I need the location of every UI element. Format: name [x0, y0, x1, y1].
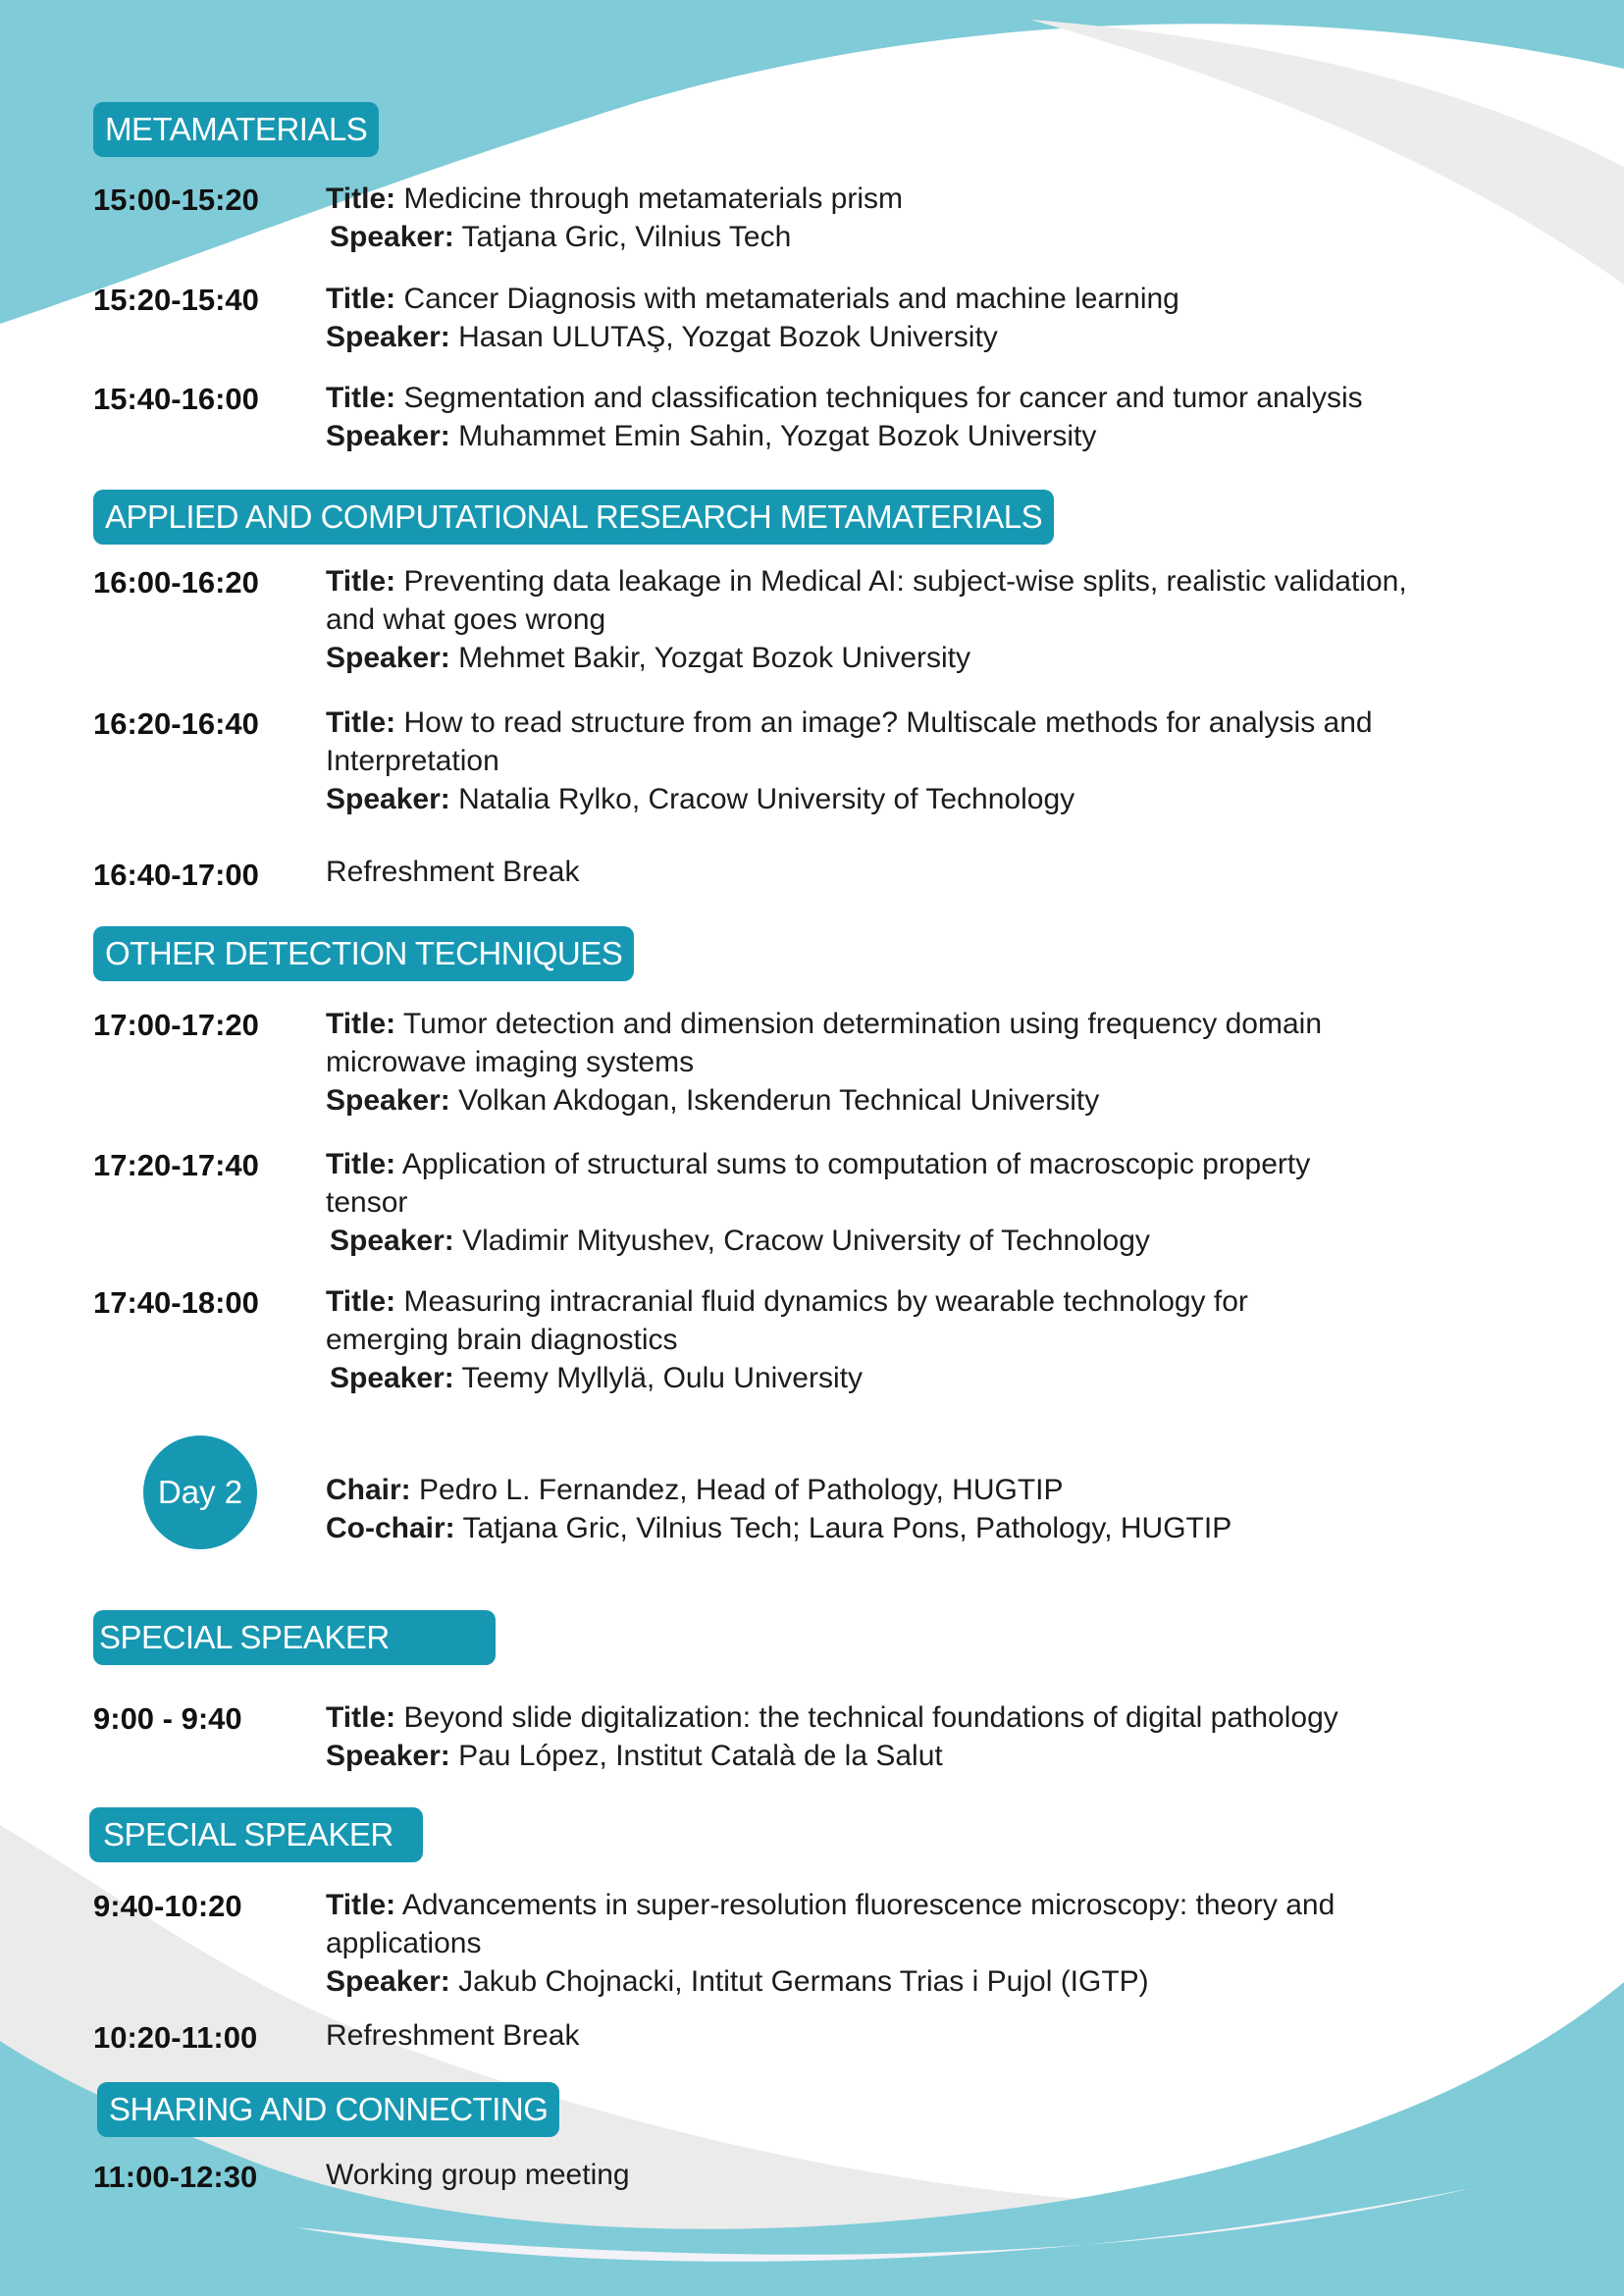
break-label: Refreshment Break — [326, 856, 580, 888]
session-entry — [326, 180, 1552, 256]
co-chair-names: Tatjana Gric, Vilnius Tech; Laura Pons, Pathology, HUGTIP — [462, 1512, 1232, 1544]
speaker-label: Speaker: — [326, 1965, 450, 1998]
co-chair-label: Co-chair: — [326, 1512, 455, 1544]
title-label: Title: — [326, 565, 396, 598]
speaker-label: Speaker: — [330, 1225, 454, 1257]
title-label: Title: — [326, 706, 396, 739]
session-entry — [326, 1005, 1552, 1120]
session-entry — [326, 1282, 1552, 1397]
section-heading-applied-computational: APPLIED AND COMPUTATIONAL RESEARCH METAMATERIALS — [93, 490, 1054, 545]
session-entry — [326, 1886, 1552, 2001]
title-label: Title: — [326, 283, 396, 315]
speaker-label: Speaker: — [326, 1740, 450, 1772]
session-entry — [326, 280, 1552, 356]
session-time: 17:40-18:00 — [93, 1285, 259, 1320]
speaker-label: Speaker: — [330, 1362, 454, 1394]
session-entry — [326, 1145, 1552, 1260]
session-entry — [326, 379, 1552, 455]
section-heading-special-speaker: SPECIAL SPEAKER — [93, 1610, 496, 1665]
session-title-cont: and what goes wrong — [326, 603, 606, 636]
session-title: Advancements in super-resolution fluorescence microscopy: theory and — [401, 1889, 1336, 1921]
speaker-label: Speaker: — [326, 1084, 450, 1117]
session-speaker: Natalia Rylko, Cracow University of Technology — [458, 783, 1075, 815]
session-title: Measuring intracranial fluid dynamics by wearable technology for — [403, 1285, 1248, 1318]
session-title-cont: emerging brain diagnostics — [326, 1324, 678, 1356]
session-speaker: Tatjana Gric, Vilnius Tech — [461, 221, 792, 253]
speaker-label: Speaker: — [330, 221, 454, 253]
session-title-cont: Interpretation — [326, 745, 499, 777]
title-label: Title: — [326, 1008, 396, 1040]
session-title-cont: tensor — [326, 1186, 408, 1219]
title-label: Title: — [326, 1889, 396, 1921]
session-speaker: Mehmet Bakir, Yozgat Bozok University — [458, 642, 971, 674]
session-title: Beyond slide digitalization: the technical foundations of digital pathology — [403, 1701, 1338, 1734]
session-title-cont: applications — [326, 1927, 482, 1959]
session-entry — [326, 1698, 1552, 1775]
session-speaker: Hasan ULUTAŞ, Yozgat Bozok University — [458, 321, 998, 353]
chair-name: Pedro L. Fernandez, Head of Pathology, HUGTIP — [419, 1474, 1064, 1506]
session-entry — [326, 704, 1552, 818]
break-time: 16:40-17:00 — [93, 858, 259, 892]
session-speaker: Teemy Myllylä, Oulu University — [461, 1362, 863, 1394]
session-time: 9:00 - 9:40 — [93, 1701, 242, 1736]
session-entry — [326, 562, 1552, 677]
break-time: 10:20-11:00 — [93, 2020, 258, 2055]
session-speaker: Jakub Chojnacki, Intitut Germans Trias i Pujol (IGTP) — [458, 1965, 1149, 1998]
speaker-label: Speaker: — [326, 783, 450, 815]
session-time: 17:20-17:40 — [93, 1148, 259, 1182]
session-speaker: Pau López, Institut Català de la Salut — [458, 1740, 943, 1772]
speaker-label: Speaker: — [326, 420, 450, 452]
chair-label: Chair: — [326, 1474, 411, 1506]
section-heading-special-speaker: SPECIAL SPEAKER — [89, 1807, 423, 1862]
session-title: Preventing data leakage in Medical AI: subject-wise splits, realistic validation, — [403, 565, 1407, 598]
session-title: Segmentation and classification techniques for cancer and tumor analysis — [403, 382, 1363, 414]
session-time: 17:00-17:20 — [93, 1008, 259, 1042]
title-label: Title: — [326, 1148, 396, 1180]
title-label: Title: — [326, 1285, 396, 1318]
session-title-cont: microwave imaging systems — [326, 1046, 695, 1078]
session-title: Cancer Diagnosis with metamaterials and machine learning — [403, 283, 1179, 315]
session-time: 16:00-16:20 — [93, 565, 259, 600]
section-heading-metamaterials: METAMATERIALS — [93, 102, 379, 157]
break-label: Refreshment Break — [326, 2019, 580, 2052]
section-heading-other-detection: OTHER DETECTION TECHNIQUES — [93, 926, 634, 981]
session-title: Application of structural sums to computation of macroscopic property — [401, 1148, 1311, 1180]
title-label: Title: — [326, 382, 396, 414]
session-title: Tumor detection and dimension determination using frequency domain — [402, 1008, 1323, 1040]
session-time: 15:40-16:00 — [93, 382, 259, 416]
speaker-label: Speaker: — [326, 642, 450, 674]
title-label: Title: — [326, 1701, 396, 1734]
session-time: 16:20-16:40 — [93, 706, 259, 741]
section-heading-sharing-connecting: SHARING AND CONNECTING — [97, 2082, 559, 2137]
session-speaker: Vladimir Mityushev, Cracow University of Technology — [462, 1225, 1150, 1257]
day-2-badge: Day 2 — [143, 1435, 257, 1549]
session-title: How to read structure from an image? Multiscale methods for analysis and — [403, 706, 1373, 739]
title-label: Title: — [326, 183, 396, 215]
session-time: 9:40-10:20 — [93, 1889, 242, 1923]
session-time: 11:00-12:30 — [93, 2160, 258, 2194]
session-speaker: Muhammet Emin Sahin, Yozgat Bozok University — [458, 420, 1097, 452]
session-label: Working group meeting — [326, 2159, 630, 2191]
speaker-label: Speaker: — [326, 321, 450, 353]
session-time: 15:00-15:20 — [93, 183, 259, 217]
session-title: Medicine through metamaterials prism — [403, 183, 904, 215]
day-2-chairs — [326, 1471, 1552, 1547]
session-time: 15:20-15:40 — [93, 283, 259, 317]
session-speaker: Volkan Akdogan, Iskenderun Technical University — [458, 1084, 1100, 1117]
